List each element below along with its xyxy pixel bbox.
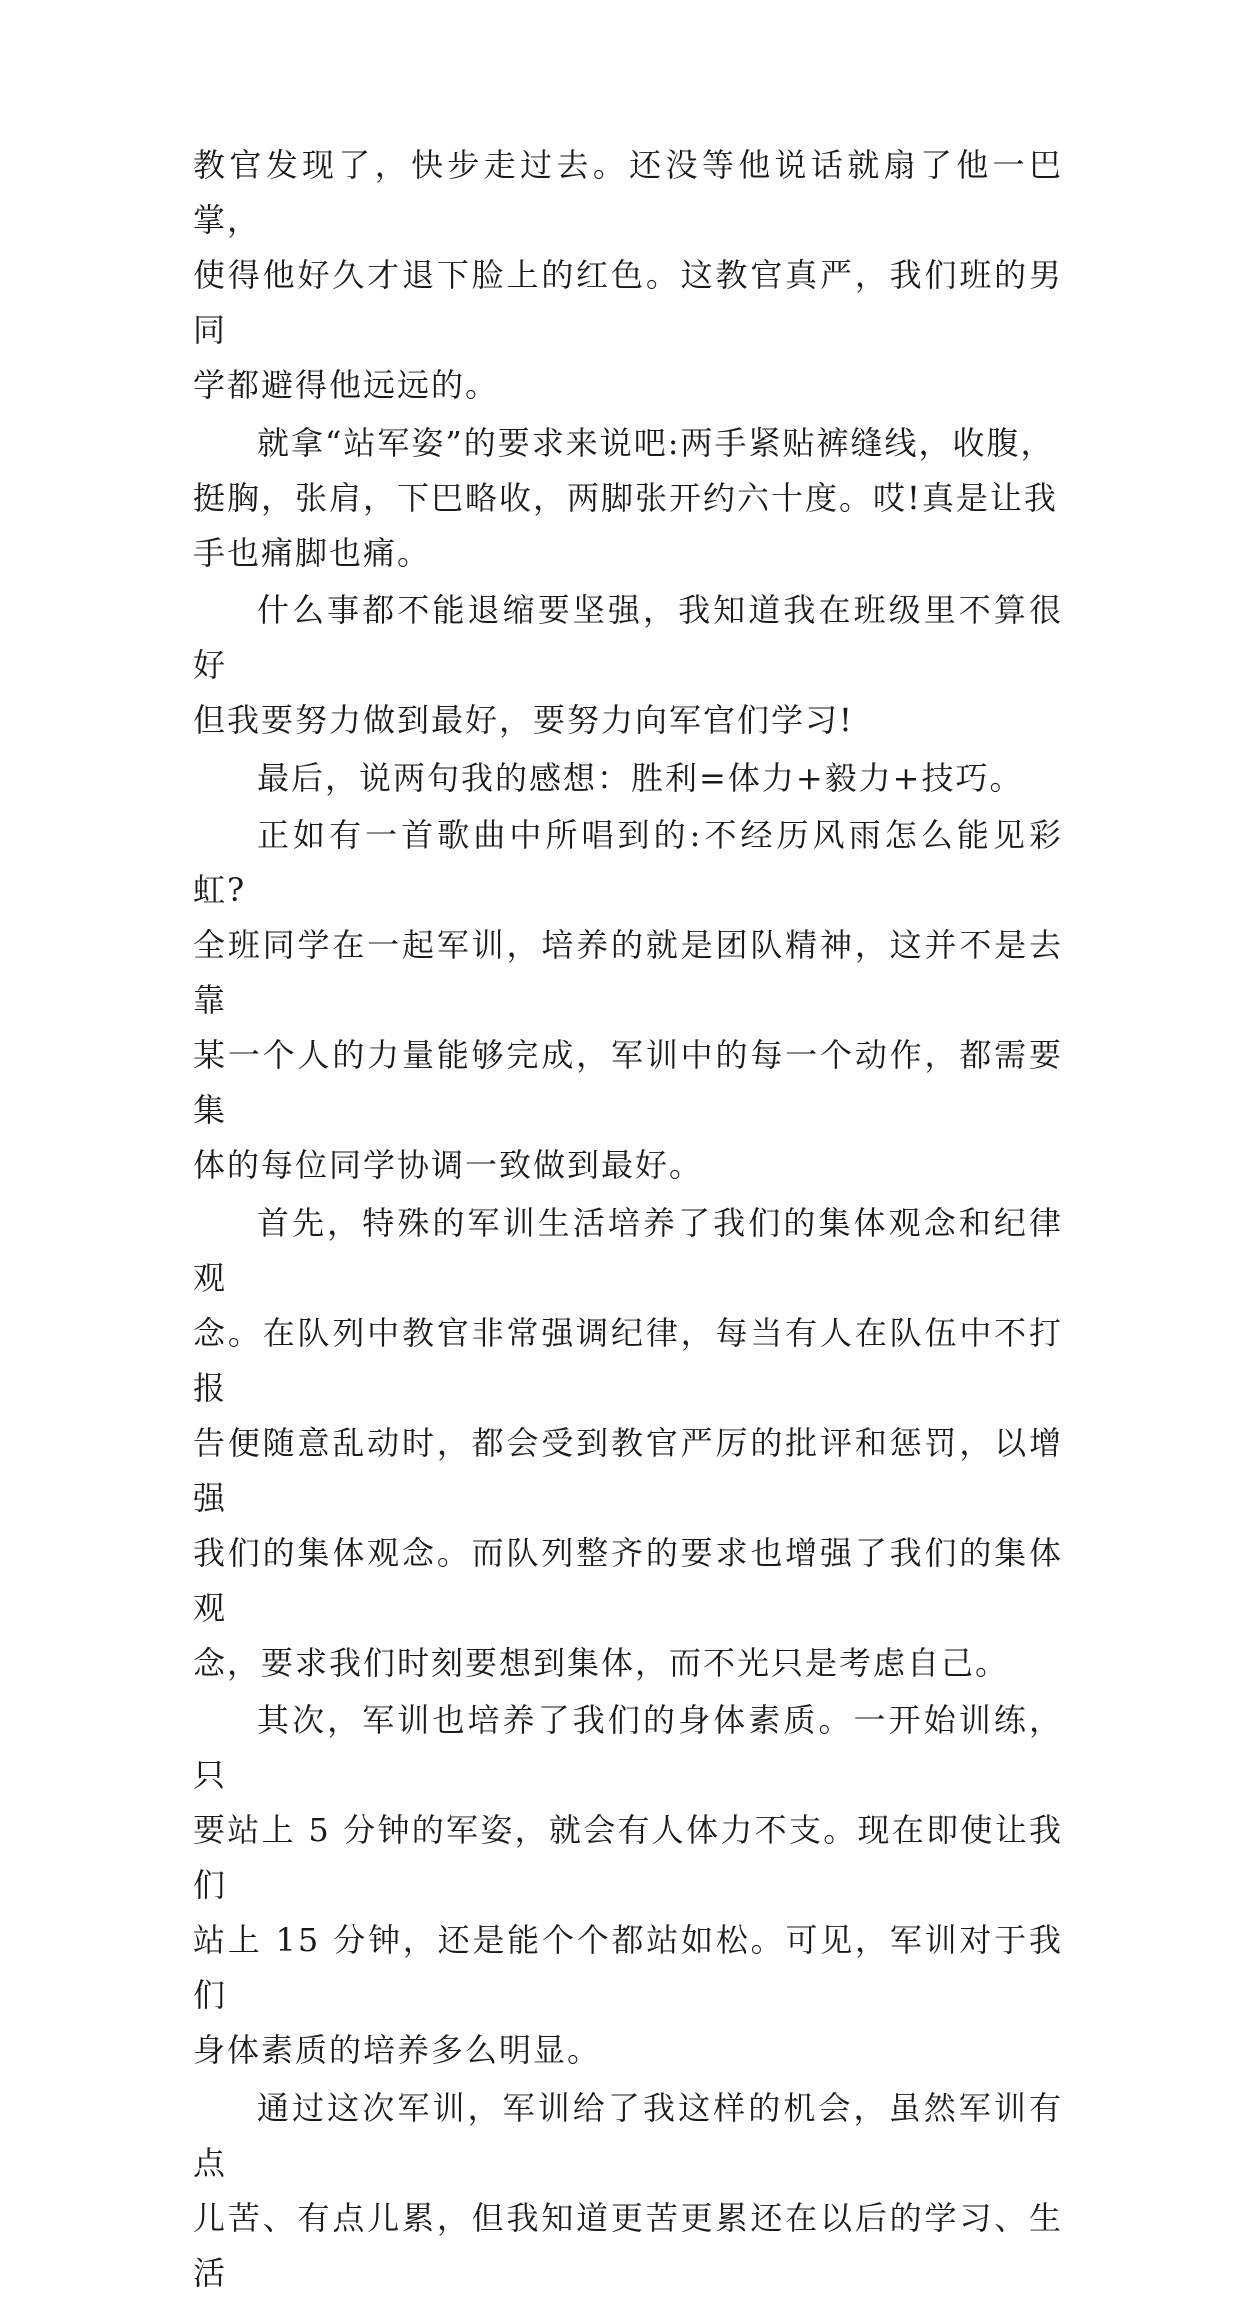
paragraph	[193, 416, 1063, 581]
text-line: 首先，特殊的军训生活培养了我们的集体观念和纪律观	[193, 1203, 1063, 1297]
paragraph	[193, 808, 1063, 1193]
text-line: 念，要求我们时刻要想到集体，而不光只是考虑自己。	[193, 1643, 1010, 1682]
text-line: 某一个人的力量能够完成，军训中的每一个动作，都需要集	[193, 1036, 1063, 1129]
paragraph	[193, 1693, 1063, 2078]
text-line: 告便随意乱动时，都会受到教官严厉的批评和惩罚，以增强	[193, 1423, 1063, 1517]
paragraph	[193, 138, 1063, 413]
text-line: 站上 15 分钟，还是能个个都站如松。可见，军训对于我们	[193, 1921, 1063, 2014]
paragraph	[193, 2081, 1063, 2301]
text-line: 我们的集体观念。而队列整齐的要求也增强了我们的集体观	[193, 1533, 1063, 1627]
text-line: 就拿“站军姿”的要求来说吧:两手紧贴裤缝线，收腹，	[257, 423, 1055, 462]
text-line: 挺胸，张肩，下巴略收，两脚张开约六十度。哎!真是让我	[193, 478, 1058, 517]
text-line: 身体素质的培养多么明显。	[193, 2031, 602, 2069]
text-line: 通过这次军训，军训给了我这样的机会，虽然军训有点	[193, 2088, 1063, 2182]
text-line: 最后，说两句我的感想：胜利=体力+毅力+技巧。	[257, 758, 1024, 797]
paragraph	[193, 583, 1063, 748]
text-line: 但我要努力做到最好，要努力向军官们学习!	[193, 701, 854, 739]
text-line: 体的每位同学协调一致做到最好。	[193, 1146, 704, 1184]
text-line: 手也痛脚也痛。	[193, 533, 432, 572]
text-line: 正如有一首歌曲中所唱到的:不经历风雨怎么能见彩虹?	[193, 816, 1063, 909]
text-line: 念。在队列中教官非常强调纪律，每当有人在队伍中不打报	[193, 1313, 1063, 1407]
text-line: 学都避得他远远的。	[193, 366, 500, 404]
text-line: 教官发现了，快步走过去。还没等他说话就扇了他一巴掌，	[193, 146, 1063, 239]
text-line: 使得他好久才退下脸上的红色。这教官真严，我们班的男同	[193, 256, 1063, 349]
paragraph	[193, 1196, 1063, 1691]
text-line: 什么事都不能退缩要坚强，我知道我在班级里不算很好	[193, 591, 1063, 684]
text-line: 其次，军训也培养了我们的身体素质。一开始训练，只	[193, 1701, 1063, 1794]
text-line: 要站上 5 分钟的军姿，就会有人体力不支。现在即使让我们	[193, 1811, 1063, 1904]
text-line: 儿苦、有点儿累，但我知道更苦更累还在以后的学习、生活	[193, 2198, 1063, 2292]
document-body	[193, 138, 1063, 2303]
paragraph	[193, 751, 1063, 806]
text-line: 全班同学在一起军训，培养的就是团队精神，这并不是去靠	[193, 926, 1063, 1019]
